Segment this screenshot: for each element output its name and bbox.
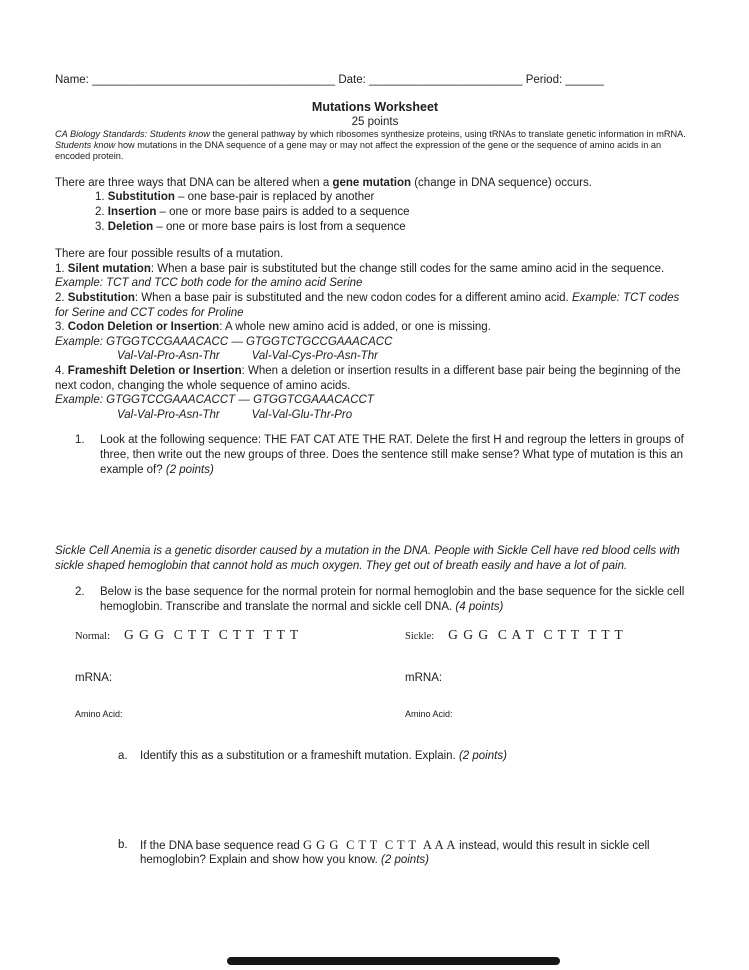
name-date-period-row bbox=[55, 73, 695, 88]
text-run: : When a base pair is substituted but the change still codes for the same amino acid in the sequence. bbox=[150, 262, 668, 275]
sub-question-a-letter: a. bbox=[118, 750, 128, 763]
text-run: There are three ways that DNA can be altered when a bbox=[55, 176, 333, 189]
text-run: (4 points) bbox=[455, 600, 504, 613]
text-run: : A whole new amino acid is added, or one is missing. bbox=[219, 321, 491, 334]
name-blank-field: ______________________________________ bbox=[92, 74, 336, 86]
sickle-cell-note bbox=[55, 544, 695, 573]
bottom-bar bbox=[227, 957, 560, 965]
results-intro: There are four possible results of a mutation. bbox=[55, 248, 284, 261]
text-run: instead, would this result in sickle cell hemoglobin? Explain and show how you know. bbox=[140, 839, 653, 867]
text-run: (2 points) bbox=[458, 750, 507, 763]
page-title: Mutations Worksheet bbox=[311, 99, 439, 114]
text-run: 3. bbox=[55, 321, 68, 334]
text-run: Val-Val-Pro-Asn-Thr Val-Val-Glu-Thr-Pro bbox=[117, 408, 353, 421]
text-run: Silent mutation bbox=[67, 262, 151, 275]
sickle-dna-sequence: G G G C A T C T T T T T bbox=[448, 627, 624, 643]
text-run: Insertion bbox=[107, 206, 157, 218]
text-run: Example: TCT and TCC both code for the amino acid Serine bbox=[55, 277, 363, 290]
name-label: Name: bbox=[55, 74, 89, 86]
date-blank-field: ________________________ bbox=[369, 74, 523, 86]
example-frameshift-sequence bbox=[55, 393, 695, 408]
text-run: Deletion bbox=[107, 220, 154, 233]
result-frameshift bbox=[55, 364, 695, 393]
text-run: 2. bbox=[95, 206, 108, 218]
result-codon-del-ins bbox=[55, 320, 695, 335]
text-run: gene mutation bbox=[332, 176, 412, 189]
result-substitution bbox=[55, 291, 695, 320]
sequence-comparison bbox=[55, 628, 695, 721]
question-1 bbox=[55, 433, 695, 477]
way-item-substitution bbox=[55, 190, 695, 205]
intro-paragraph bbox=[55, 176, 695, 191]
text-run: G G G C T T C T T A A A bbox=[303, 837, 456, 852]
text-run: 2. bbox=[55, 291, 68, 304]
normal-amino-acid-label: Amino Acid: bbox=[75, 708, 123, 719]
sickle-amino-acid-label: Amino Acid: bbox=[405, 708, 453, 719]
text-run: Substitution bbox=[67, 291, 135, 304]
text-run: Example: TCT codes for Serine and CCT codes for Proline bbox=[55, 291, 683, 319]
text-run: Substitution bbox=[107, 191, 175, 204]
text-run: : When a base pair is substituted and the new codon codes for a different amino acid. bbox=[134, 291, 572, 304]
sickle-label: Sickle: bbox=[405, 631, 435, 643]
question-2 bbox=[55, 585, 695, 614]
normal-label: Normal: bbox=[75, 631, 110, 643]
standards-paragraph bbox=[55, 129, 695, 163]
text-run: – one base-pair is replaced by another bbox=[174, 191, 375, 204]
example-codon-sequence bbox=[55, 335, 695, 350]
text-run: Below is the base sequence for the normal protein for normal hemoglobin and the base sequence for the sickle cell hemoglobin. Transcribe and translate the normal and sickle cell DNA. bbox=[100, 586, 688, 613]
text-run: 4. bbox=[55, 364, 68, 377]
text-run: Example: GTGGTCCGAAACACC — GTGGTCTGCCGAAACACC bbox=[55, 335, 393, 348]
way-item-insertion bbox=[55, 205, 695, 220]
sub-question-b bbox=[55, 838, 695, 868]
text-run: – one or more base pairs is lost from a sequence bbox=[153, 220, 406, 233]
text-run: 1. bbox=[95, 191, 108, 204]
text-run: : When a deletion or insertion results in a different base pair being the beginning of the next codon, changing the whole sequence of amino acids. bbox=[55, 364, 684, 392]
sickle-column bbox=[405, 628, 695, 721]
example-codon-amino-acids bbox=[55, 349, 695, 364]
question-1-answer-space bbox=[55, 477, 695, 544]
text-run: 3. bbox=[95, 220, 108, 233]
sub-question-b-text bbox=[140, 838, 695, 868]
text-run: If the DNA base sequence read bbox=[140, 839, 304, 852]
text-run: (2 points) bbox=[381, 854, 429, 867]
period-label: Period: bbox=[525, 74, 563, 86]
sub-question-a-text bbox=[140, 749, 695, 764]
text-run: Codon Deletion or Insertion bbox=[67, 321, 220, 334]
result-silent-mutation bbox=[55, 262, 695, 291]
text-run: Students know bbox=[55, 140, 116, 150]
period-blank-field: ______ bbox=[565, 74, 604, 86]
text-run: the general pathway by which ribosomes synthesize proteins, using tRNAs to translate genetic information in mRNA. bbox=[209, 128, 689, 139]
sub-question-a bbox=[55, 749, 695, 764]
normal-mrna-label: mRNA: bbox=[75, 672, 113, 685]
example-frameshift-amino-acids bbox=[55, 408, 695, 423]
question-1-text bbox=[100, 433, 695, 477]
text-run: Example: GTGGTCCGAAACACCT — GTGGTCGAAACACCT bbox=[55, 394, 374, 407]
normal-sequence-row bbox=[75, 628, 405, 645]
text-run: Val-Val-Pro-Asn-Thr Val-Val-Cys-Pro-Asn-Thr bbox=[117, 350, 378, 363]
text-run: CA Biology Standards: Students know bbox=[55, 128, 210, 139]
points-subtitle: 25 points bbox=[351, 115, 399, 128]
way-item-deletion bbox=[55, 220, 695, 235]
text-run: how mutations in the DNA sequence of a gene may or may not affect the expression of the gene or the sequence of amino acids in an encoded protein. bbox=[55, 140, 664, 162]
normal-dna-sequence: G G G C T T C T T T T T bbox=[124, 627, 300, 643]
text-run: – one or more base pairs is added to a sequence bbox=[156, 206, 410, 218]
question-2-number: 2. bbox=[75, 586, 85, 599]
question-1-number: 1. bbox=[75, 434, 85, 447]
text-run: (change in DNA sequence) occurs. bbox=[411, 176, 592, 189]
sickle-sequence-row bbox=[405, 628, 695, 645]
question-2-text bbox=[100, 585, 695, 614]
text-run: Sickle Cell Anemia is a genetic disorder caused by a mutation in the DNA. People with Sickle Cell have red blood cells with sickle shaped hemoglobin that cannot hold as much oxygen. They get out of breath easily and have a lot of pain. bbox=[55, 545, 683, 572]
sickle-mrna-label: mRNA: bbox=[405, 672, 443, 685]
text-run: Look at the following sequence: THE FAT CAT ATE THE RAT. Delete the first H and regroup the letters in groups of three, then write out the new groups of three. Does the sentence still make sense? What type of mutation is this an example of? bbox=[100, 434, 688, 476]
normal-column bbox=[75, 628, 405, 721]
date-label: Date: bbox=[338, 74, 366, 86]
text-run: 1. bbox=[55, 262, 68, 275]
text-run: Frameshift Deletion or Insertion bbox=[67, 364, 242, 377]
text-run: (2 points) bbox=[165, 463, 214, 476]
text-run: Identify this as a substitution or a frameshift mutation. Explain. bbox=[140, 750, 459, 763]
sub-question-b-letter: b. bbox=[118, 838, 128, 851]
